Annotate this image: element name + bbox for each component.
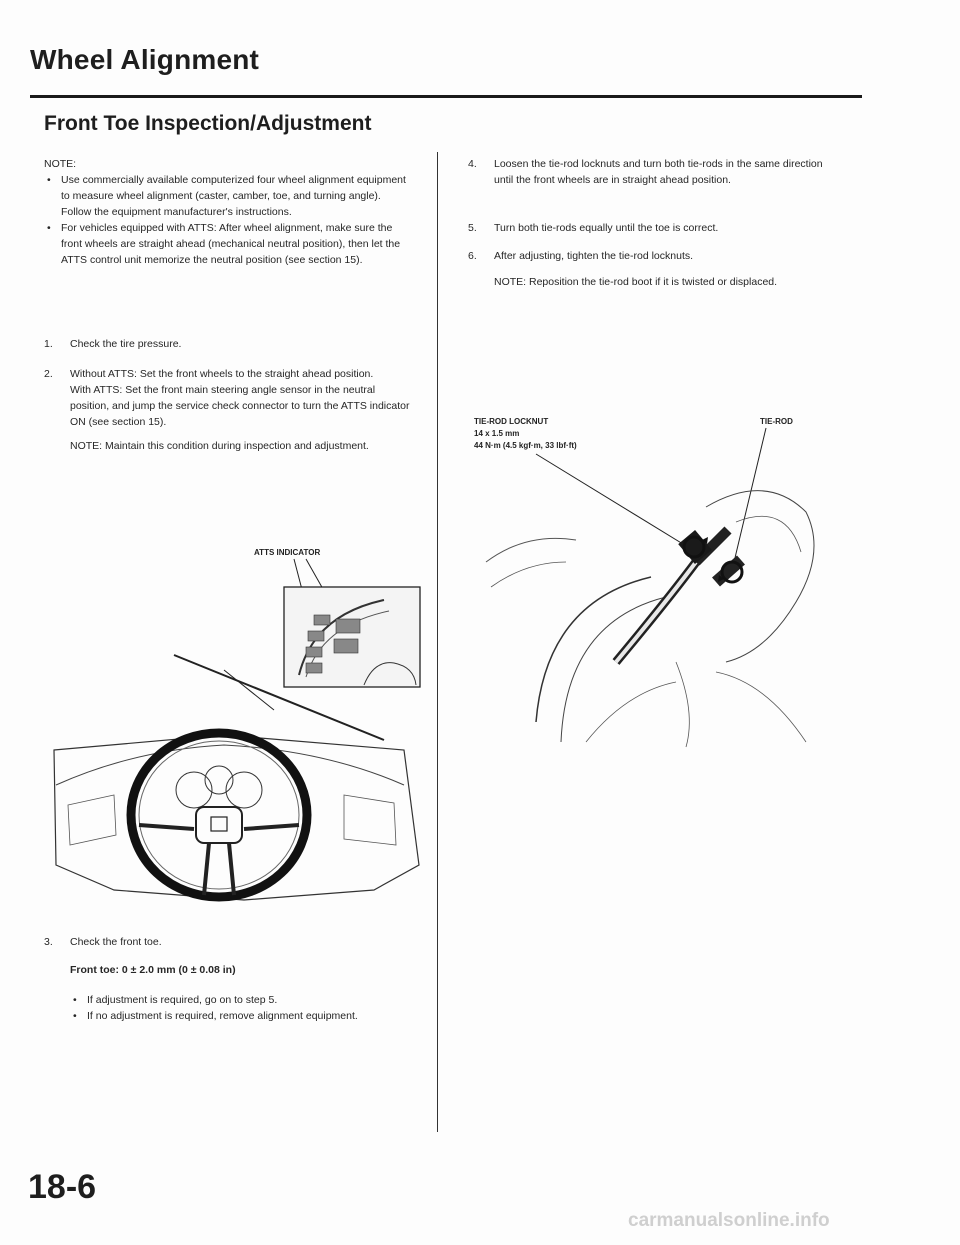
step-number: 5. [468, 222, 477, 234]
atts-indicator-label: ATTS INDICATOR [254, 548, 321, 557]
step-number: 1. [44, 338, 53, 350]
page-number: 18-6 [28, 1168, 97, 1206]
step-number: 4. [468, 158, 477, 170]
locknut-torque: 44 N·m (4.5 kgf·m, 33 lbf·ft) [474, 441, 577, 450]
step-number: 3. [44, 936, 53, 948]
step-5 [468, 220, 840, 236]
page-title: Wheel Alignment [30, 44, 260, 75]
step-note: NOTE: Maintain this condition during inspection and adjustment. [70, 440, 369, 452]
step-text: Without ATTS: Set the front wheels to the straight ahead position. [70, 368, 374, 380]
atts-indicator-figure [44, 545, 424, 915]
bullet-text: If adjustment is required, go on to step 5. [87, 994, 278, 1006]
left-column-notes [44, 156, 412, 268]
tie-rod-figure [466, 412, 846, 752]
note-item [44, 220, 412, 268]
step-text: Check the front toe. [70, 936, 162, 948]
locknut-size: 14 x 1.5 mm [474, 429, 520, 438]
bullet-icon: • [73, 1010, 77, 1022]
tie-rod-locknut-label: TIE-ROD LOCKNUT [474, 417, 549, 426]
step-2 [44, 366, 412, 454]
bullet-icon: • [47, 222, 51, 234]
step-number: 6. [468, 250, 477, 262]
bullet-text: If no adjustment is required, remove alignment equipment. [87, 1010, 358, 1022]
step-3-bullet [70, 1008, 412, 1024]
step-number: 2. [44, 368, 53, 380]
note-text: Use commercially available computerized four wheel alignment equipment to measure wheel alignment (caster, camber, toe, and turning angle). Follow the equipment manufacturer's instructions. [61, 174, 406, 218]
step-3-bullet [70, 992, 412, 1008]
front-toe-spec: Front toe: 0 ± 2.0 mm (0 ± 0.08 in) [70, 964, 236, 976]
step-text: Check the tire pressure. [70, 338, 182, 350]
bullet-icon: • [47, 174, 51, 186]
step-4 [468, 156, 840, 188]
note-item [44, 172, 412, 220]
step-6 [468, 248, 840, 290]
step-1 [44, 336, 412, 352]
step-text: Turn both tie-rods equally until the toe is correct. [494, 222, 719, 234]
tie-rod-label: TIE-ROD [760, 417, 793, 426]
step-text: Loosen the tie-rod locknuts and turn both tie-rods in the same direction until the front wheels are in straight ahead position. [494, 158, 823, 186]
watermark: carmanualsonline.info [628, 1210, 830, 1231]
note-label: NOTE: [44, 158, 77, 170]
step-note: NOTE: Reposition the tie-rod boot if it is twisted or displaced. [494, 276, 778, 288]
step-text: With ATTS: Set the front main steering angle sensor in the neutral position, and jump the service check connector to turn the ATTS indicator ON (see section 15). [70, 384, 410, 428]
step-text: After adjusting, tighten the tie-rod locknuts. [494, 250, 694, 262]
bullet-icon: • [73, 994, 77, 1006]
section-subtitle: Front Toe Inspection/Adjustment [44, 112, 372, 135]
step-3 [44, 934, 412, 1024]
column-divider [437, 152, 438, 1132]
title-rule [30, 95, 862, 98]
note-text: For vehicles equipped with ATTS: After wheel alignment, make sure the front wheels are straight ahead (mechanical neutral position), then let the ATTS control unit memorize the neutral position (see section 15). [61, 222, 401, 266]
